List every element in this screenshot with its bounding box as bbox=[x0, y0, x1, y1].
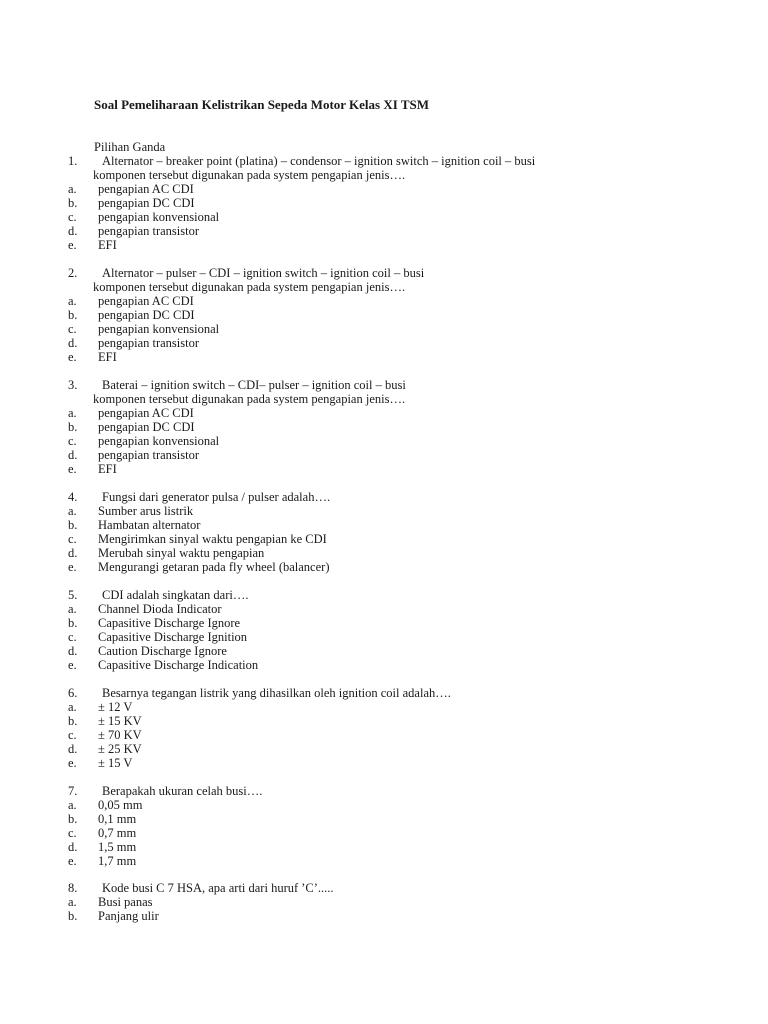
section-label: Pilihan Ganda bbox=[94, 140, 166, 154]
option-c bbox=[68, 210, 748, 224]
option-b bbox=[68, 616, 748, 630]
option-letter: c. bbox=[68, 210, 77, 224]
option-e bbox=[68, 238, 748, 252]
option-text: EFI bbox=[98, 462, 117, 476]
option-text: EFI bbox=[98, 350, 117, 364]
option-letter: c. bbox=[68, 532, 77, 546]
question-number: 2. bbox=[68, 266, 78, 280]
question-number: 6. bbox=[68, 686, 78, 700]
option-letter: d. bbox=[68, 336, 78, 350]
option-text: ± 15 V bbox=[98, 756, 133, 770]
option-text: ± 15 KV bbox=[98, 714, 142, 728]
option-text: pengapian DC CDI bbox=[98, 196, 195, 210]
question-1 bbox=[68, 154, 748, 252]
option-letter: c. bbox=[68, 434, 77, 448]
option-d bbox=[68, 224, 748, 238]
question-subtext: komponen tersebut digunakan pada system pengapian jenis…. bbox=[93, 168, 406, 182]
option-text: pengapian AC CDI bbox=[98, 182, 194, 196]
question-text: CDI adalah singkatan dari…. bbox=[102, 588, 249, 602]
option-letter: b. bbox=[68, 196, 78, 210]
option-text: Capasitive Discharge Ignore bbox=[98, 616, 241, 630]
question-text: Besarnya tegangan listrik yang dihasilkan oleh ignition coil adalah…. bbox=[102, 686, 451, 700]
option-text: pengapian transistor bbox=[98, 224, 200, 238]
option-text: pengapian transistor bbox=[98, 336, 200, 350]
option-text: pengapian konvensional bbox=[98, 322, 220, 336]
option-letter: c. bbox=[68, 728, 77, 742]
option-text: pengapian transistor bbox=[98, 448, 200, 462]
option-letter: c. bbox=[68, 322, 77, 336]
option-b bbox=[68, 812, 748, 826]
option-text: EFI bbox=[98, 238, 117, 252]
option-letter: d. bbox=[68, 224, 78, 238]
option-letter: a. bbox=[68, 602, 77, 616]
option-letter: e. bbox=[68, 238, 77, 252]
option-b bbox=[68, 714, 748, 728]
question-subtext: komponen tersebut digunakan pada system pengapian jenis…. bbox=[93, 280, 406, 294]
option-letter: a. bbox=[68, 504, 77, 518]
option-letter: a. bbox=[68, 700, 77, 714]
option-d bbox=[68, 546, 748, 560]
option-a bbox=[68, 504, 748, 518]
option-text: Mengirimkan sinyal waktu pengapian ke CDI bbox=[98, 532, 327, 546]
option-text: Merubah sinyal waktu pengapian bbox=[98, 546, 265, 560]
option-letter: b. bbox=[68, 909, 78, 923]
option-d bbox=[68, 448, 748, 462]
question-number: 5. bbox=[68, 588, 78, 602]
option-b bbox=[68, 518, 748, 532]
option-letter: d. bbox=[68, 644, 78, 658]
option-text: 1,5 mm bbox=[98, 840, 137, 854]
option-text: Capasitive Discharge Ignition bbox=[98, 630, 248, 644]
option-text: 1,7 mm bbox=[98, 854, 137, 868]
option-letter: a. bbox=[68, 406, 77, 420]
option-c bbox=[68, 826, 748, 840]
option-letter: b. bbox=[68, 420, 78, 434]
question-number: 7. bbox=[68, 784, 78, 798]
option-text: pengapian AC CDI bbox=[98, 406, 194, 420]
question-number: 8. bbox=[68, 881, 78, 895]
option-text: ± 70 KV bbox=[98, 728, 142, 742]
option-text: Caution Discharge Ignore bbox=[98, 644, 227, 658]
option-letter: b. bbox=[68, 714, 78, 728]
option-text: Hambatan alternator bbox=[98, 518, 201, 532]
option-letter: d. bbox=[68, 742, 78, 756]
question-text: Alternator – breaker point (platina) – condensor – ignition switch – ignition coil – busi bbox=[102, 154, 536, 168]
question-2 bbox=[68, 266, 748, 364]
question-subtext: komponen tersebut digunakan pada system pengapian jenis…. bbox=[93, 392, 406, 406]
question-text: Fungsi dari generator pulsa / pulser adalah…. bbox=[102, 490, 331, 504]
option-e bbox=[68, 560, 748, 574]
option-letter: a. bbox=[68, 798, 77, 812]
option-text: Capasitive Discharge Indication bbox=[98, 658, 259, 672]
question-8 bbox=[68, 881, 748, 923]
option-text: pengapian AC CDI bbox=[98, 294, 194, 308]
question-text: Berapakah ukuran celah busi…. bbox=[102, 784, 263, 798]
option-e bbox=[68, 462, 748, 476]
option-c bbox=[68, 532, 748, 546]
option-text: Mengurangi getaran pada fly wheel (balancer) bbox=[98, 560, 330, 574]
question-4 bbox=[68, 490, 748, 574]
option-c bbox=[68, 728, 748, 742]
option-b bbox=[68, 909, 748, 923]
option-letter: c. bbox=[68, 826, 77, 840]
option-c bbox=[68, 434, 748, 448]
option-d bbox=[68, 336, 748, 350]
option-text: pengapian konvensional bbox=[98, 434, 220, 448]
option-letter: b. bbox=[68, 308, 78, 322]
option-letter: b. bbox=[68, 616, 78, 630]
option-letter: d. bbox=[68, 448, 78, 462]
option-d bbox=[68, 840, 748, 854]
option-letter: a. bbox=[68, 895, 77, 909]
question-7 bbox=[68, 784, 748, 868]
question-number: 4. bbox=[68, 490, 78, 504]
question-text: Kode busi C 7 HSA, apa arti dari huruf ’C’..... bbox=[102, 881, 334, 895]
option-b bbox=[68, 420, 748, 434]
question-5 bbox=[68, 588, 748, 672]
option-a bbox=[68, 700, 748, 714]
option-e bbox=[68, 854, 748, 868]
option-e bbox=[68, 756, 748, 770]
option-letter: e. bbox=[68, 462, 77, 476]
option-text: pengapian DC CDI bbox=[98, 420, 195, 434]
option-letter: c. bbox=[68, 630, 77, 644]
question-number: 3. bbox=[68, 378, 78, 392]
option-letter: e. bbox=[68, 658, 77, 672]
option-d bbox=[68, 644, 748, 658]
option-letter: b. bbox=[68, 812, 78, 826]
option-e bbox=[68, 350, 748, 364]
option-text: Panjang ulir bbox=[98, 909, 159, 923]
option-b bbox=[68, 196, 748, 210]
option-text: 0,1 mm bbox=[98, 812, 137, 826]
question-number: 1. bbox=[68, 154, 78, 168]
option-c bbox=[68, 630, 748, 644]
option-a bbox=[68, 798, 748, 812]
option-letter: e. bbox=[68, 350, 77, 364]
question-3 bbox=[68, 378, 748, 476]
option-text: 0,7 mm bbox=[98, 826, 137, 840]
option-letter: a. bbox=[68, 294, 77, 308]
option-text: ± 25 KV bbox=[98, 742, 142, 756]
option-a bbox=[68, 406, 748, 420]
option-letter: d. bbox=[68, 840, 78, 854]
question-text: Baterai – ignition switch – CDI– pulser – ignition coil – busi bbox=[102, 378, 406, 392]
option-text: Channel Dioda Indicator bbox=[98, 602, 222, 616]
option-a bbox=[68, 182, 748, 196]
option-text: 0,05 mm bbox=[98, 798, 143, 812]
question-text: Alternator – pulser – CDI – ignition switch – ignition coil – busi bbox=[102, 266, 425, 280]
document-title: Soal Pemeliharaan Kelistrikan Sepeda Motor Kelas XI TSM bbox=[94, 97, 429, 112]
option-text: ± 12 V bbox=[98, 700, 133, 714]
option-c bbox=[68, 322, 748, 336]
option-letter: e. bbox=[68, 560, 77, 574]
option-letter: a. bbox=[68, 182, 77, 196]
option-text: pengapian DC CDI bbox=[98, 308, 195, 322]
option-d bbox=[68, 742, 748, 756]
option-b bbox=[68, 308, 748, 322]
option-a bbox=[68, 895, 748, 909]
option-letter: e. bbox=[68, 854, 77, 868]
option-e bbox=[68, 658, 748, 672]
option-letter: e. bbox=[68, 756, 77, 770]
option-a bbox=[68, 294, 748, 308]
option-letter: d. bbox=[68, 546, 78, 560]
question-6 bbox=[68, 686, 748, 770]
option-text: pengapian konvensional bbox=[98, 210, 220, 224]
option-text: Busi panas bbox=[98, 895, 153, 909]
option-letter: b. bbox=[68, 518, 78, 532]
option-text: Sumber arus listrik bbox=[98, 504, 194, 518]
option-a bbox=[68, 602, 748, 616]
